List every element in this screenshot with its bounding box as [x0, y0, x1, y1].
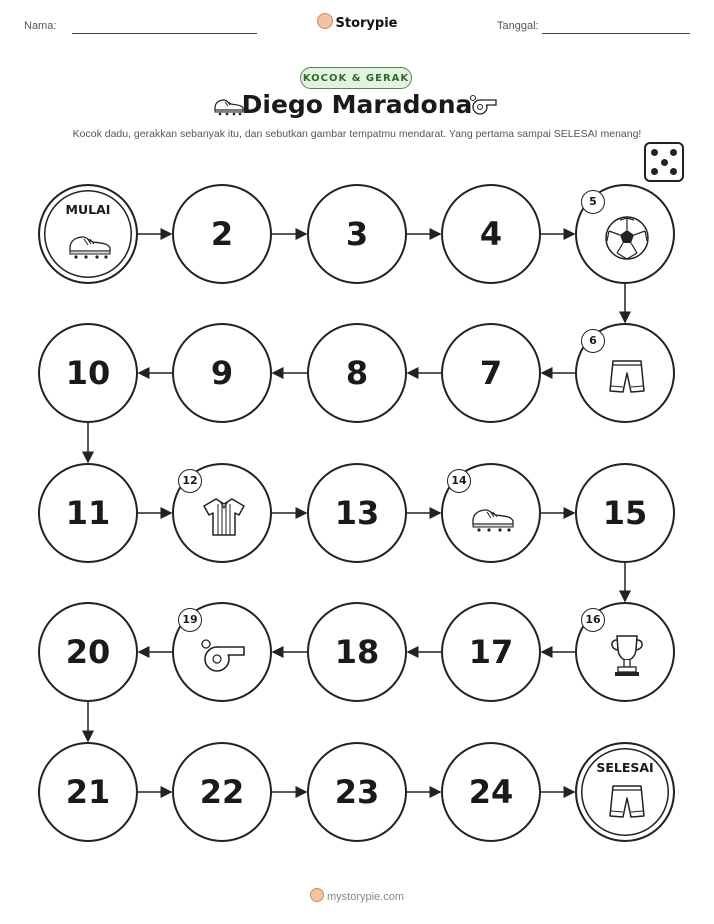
board-cell-22 [172, 742, 272, 842]
footer-site: mystorypie.com [326, 891, 405, 903]
cell-number-badge: 14 [447, 469, 471, 493]
cell-number: 24 [468, 773, 514, 811]
cell-number: 8 [345, 354, 369, 392]
board-cell-7 [441, 323, 541, 423]
name-label: Nama: [24, 20, 57, 32]
board-cell-2 [172, 184, 272, 284]
footer [0, 888, 714, 903]
board-cell-13 [307, 463, 407, 563]
brand-name: Storypie [335, 16, 398, 31]
cell-number-badge: 5 [581, 190, 605, 214]
board-cell-18 [307, 602, 407, 702]
board-cell-3 [307, 184, 407, 284]
instructions: Kocok dadu, gerakkan sebanyak itu, dan sebutkan gambar tempatmu mendarat. Yang pertama sampai SELESAI menang! [72, 128, 642, 140]
shorts-icon [607, 357, 647, 401]
trophy-icon [607, 632, 647, 684]
cell-number: 9 [210, 354, 234, 392]
cell-number: 18 [334, 633, 380, 671]
board-cell-11 [38, 463, 138, 563]
board-cell-17 [441, 602, 541, 702]
cell-number: 3 [345, 215, 369, 253]
category-tag: KOCOK & GERAK [300, 67, 412, 89]
finish-label: SELESAI [596, 760, 654, 775]
whistle-icon [199, 639, 249, 677]
board-cell-4 [441, 184, 541, 284]
cell-number: 10 [65, 354, 111, 392]
cell-number: 7 [479, 354, 503, 392]
board-cell-21 [38, 742, 138, 842]
board-cell-15 [575, 463, 675, 563]
page-title: Diego Maradona [241, 90, 473, 119]
cell-number: 15 [602, 494, 648, 532]
soccer-ball-icon [604, 215, 650, 265]
cell-number: 21 [65, 773, 111, 811]
soccer-cleat-icon [67, 229, 113, 263]
date-label: Tanggal: [497, 20, 539, 32]
cell-number-badge: 19 [178, 608, 202, 632]
cell-number-badge: 6 [581, 329, 605, 353]
board-cell-10 [38, 323, 138, 423]
cell-number: 17 [468, 633, 514, 671]
cell-number: 20 [65, 633, 111, 671]
cell-number: 23 [334, 773, 380, 811]
striped-shirt-icon [202, 496, 246, 542]
board-cell-20 [38, 602, 138, 702]
soccer-cleat-icon [470, 502, 516, 536]
cell-number-badge: 12 [178, 469, 202, 493]
board-cell-23 [307, 742, 407, 842]
start-label: MULAI [65, 202, 111, 217]
start-cell [38, 184, 138, 284]
cell-number: 13 [334, 494, 380, 532]
storypie-logo-icon [310, 888, 324, 902]
board-cell-9 [172, 323, 272, 423]
cell-number-badge: 16 [581, 608, 605, 632]
cell-number: 11 [65, 494, 111, 532]
board-cell-24 [441, 742, 541, 842]
finish-cell [575, 742, 675, 842]
cell-number: 2 [210, 215, 234, 253]
board-cell-8 [307, 323, 407, 423]
cell-number: 4 [479, 215, 503, 253]
shorts-icon [607, 782, 647, 826]
cell-number: 22 [199, 773, 245, 811]
